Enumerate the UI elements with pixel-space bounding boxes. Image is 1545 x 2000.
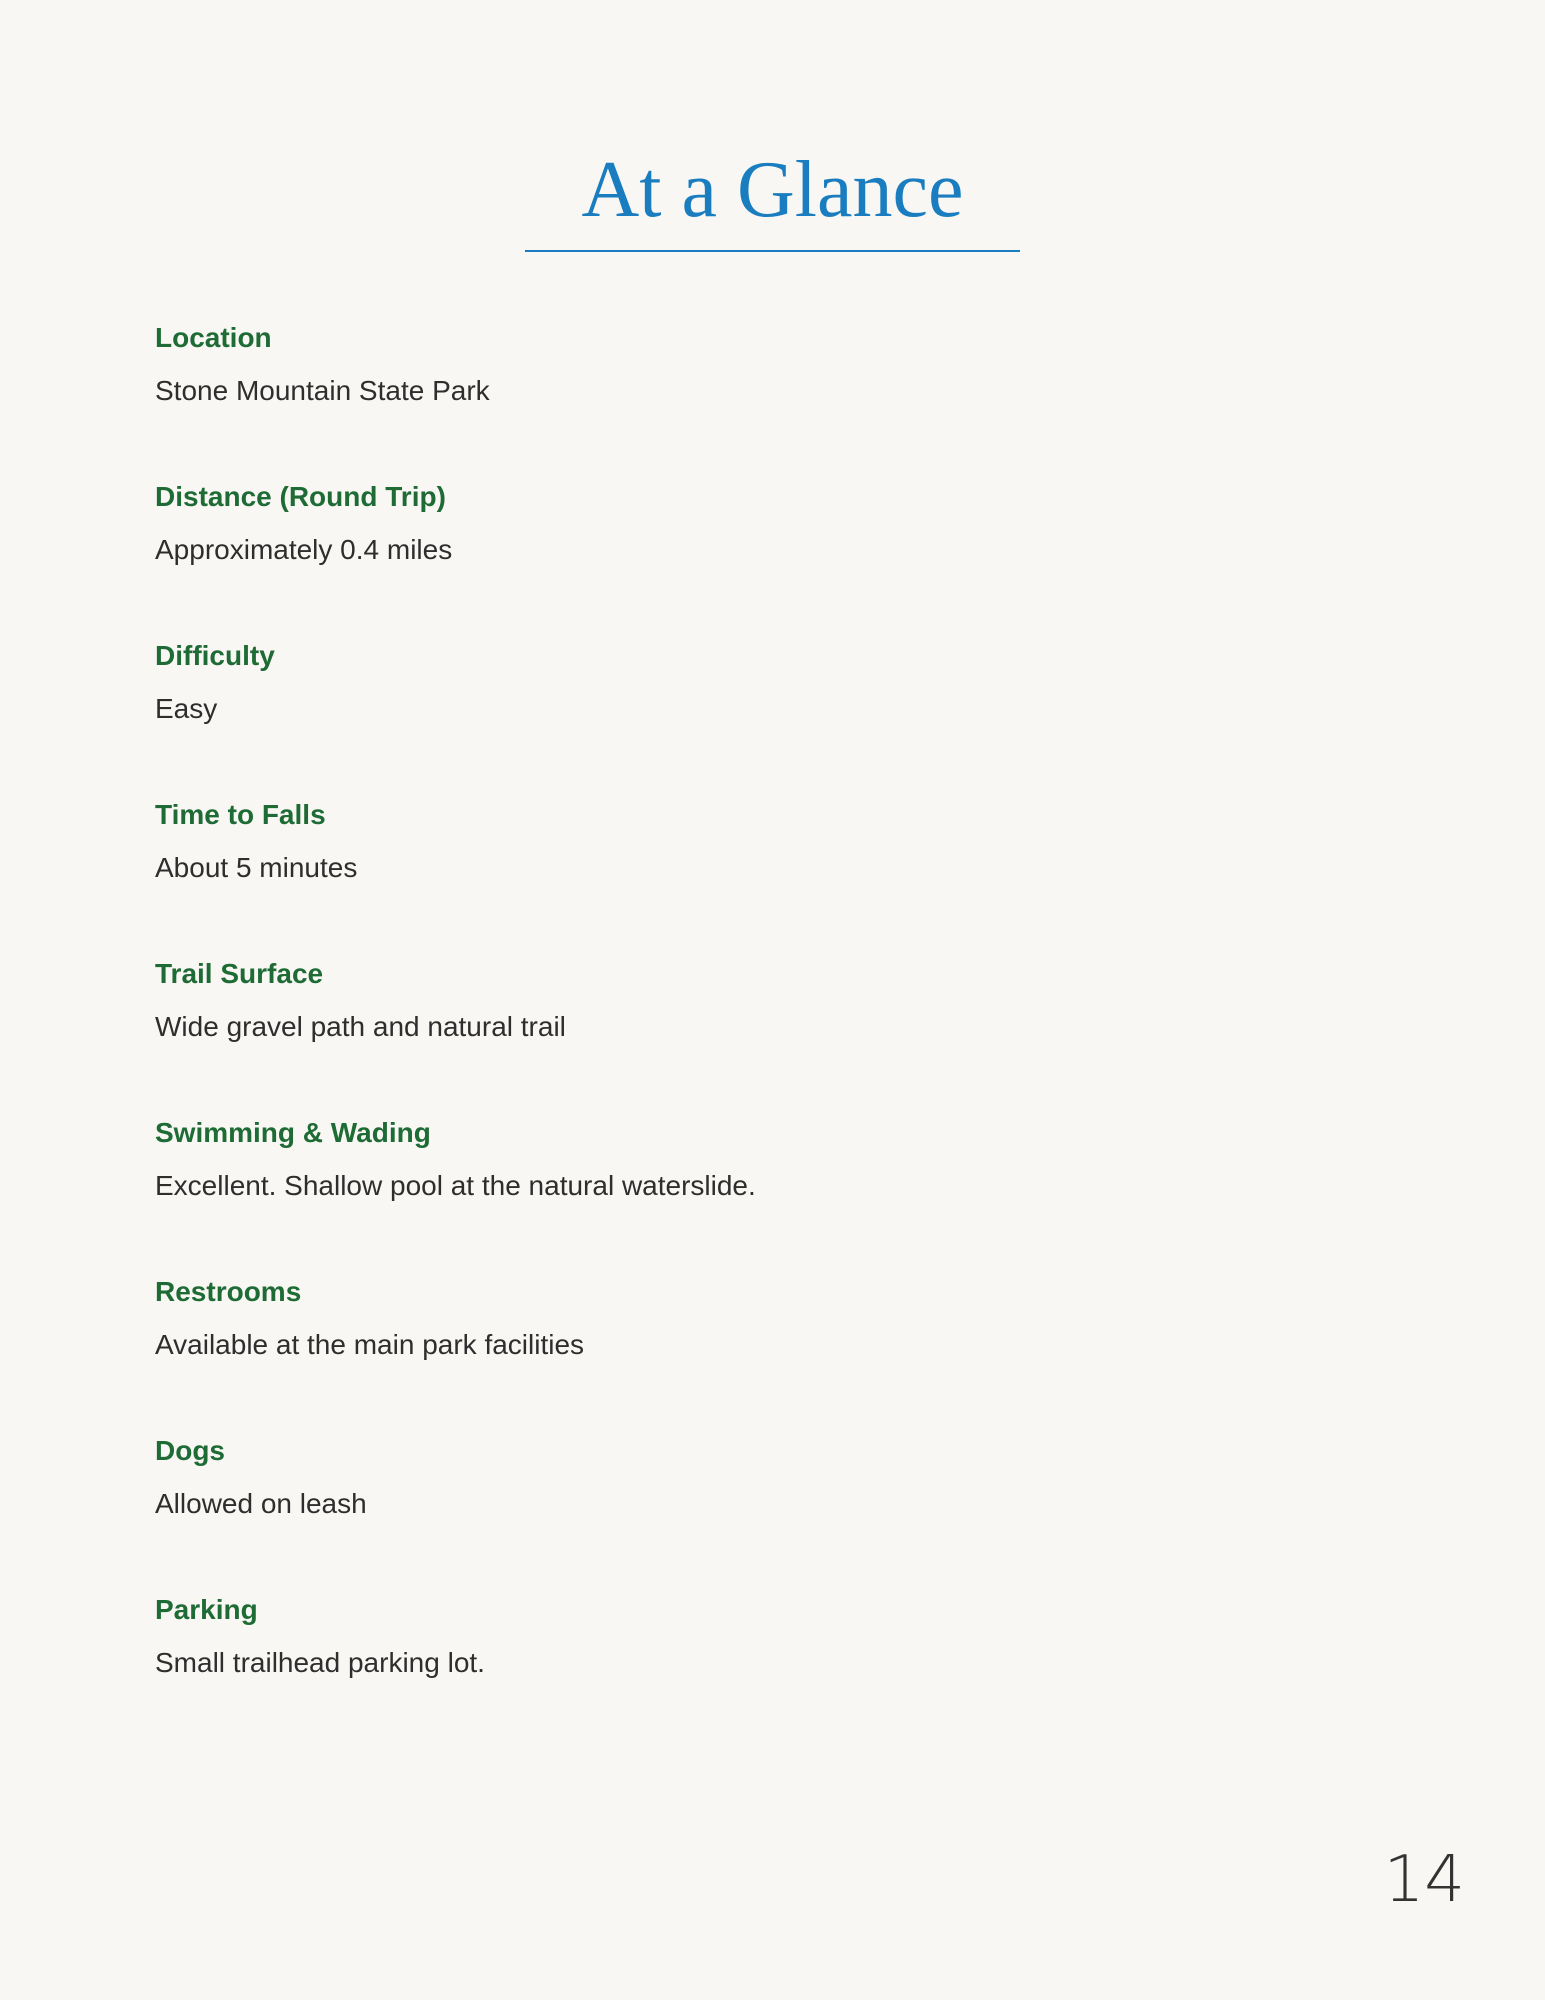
fact-location: [155, 318, 1355, 477]
fact-value: Allowed on leash: [155, 1488, 367, 1519]
fact-label: Dogs: [155, 1435, 225, 1466]
fact-label: Swimming & Wading: [155, 1117, 431, 1148]
fact-dogs: [155, 1431, 1355, 1590]
fact-label: Time to Falls: [155, 799, 326, 830]
fact-difficulty: [155, 636, 1355, 795]
fact-value: Stone Mountain State Park: [155, 375, 490, 406]
fact-trail-surface: [155, 954, 1355, 1113]
fact-value: Excellent. Shallow pool at the natural waterslide.: [155, 1170, 756, 1201]
fact-parking: [155, 1590, 1355, 1749]
fact-label: Parking: [155, 1594, 258, 1625]
fact-value: About 5 minutes: [155, 852, 358, 883]
fact-distance: [155, 477, 1355, 636]
fact-swimming-wading: [155, 1113, 1355, 1272]
page-title: At a Glance: [581, 146, 964, 234]
fact-time-to-falls: [155, 795, 1355, 954]
title-underline: [525, 250, 1020, 252]
fact-label: Distance (Round Trip): [155, 481, 446, 512]
fact-value: Available at the main park facilities: [155, 1329, 585, 1360]
page-header: [0, 146, 1545, 234]
page-number: 14: [1383, 1843, 1465, 1917]
fact-label: Trail Surface: [155, 958, 324, 989]
fact-value: Approximately 0.4 miles: [155, 534, 453, 565]
fact-value: Small trailhead parking lot.: [155, 1647, 485, 1678]
fact-restrooms: [155, 1272, 1355, 1431]
fact-label: Restrooms: [155, 1276, 302, 1307]
fact-label: Difficulty: [155, 640, 275, 671]
fact-value: Easy: [155, 693, 218, 724]
at-a-glance-list: [155, 318, 1355, 1749]
fact-label: Location: [155, 322, 272, 353]
fact-value: Wide gravel path and natural trail: [155, 1011, 566, 1042]
